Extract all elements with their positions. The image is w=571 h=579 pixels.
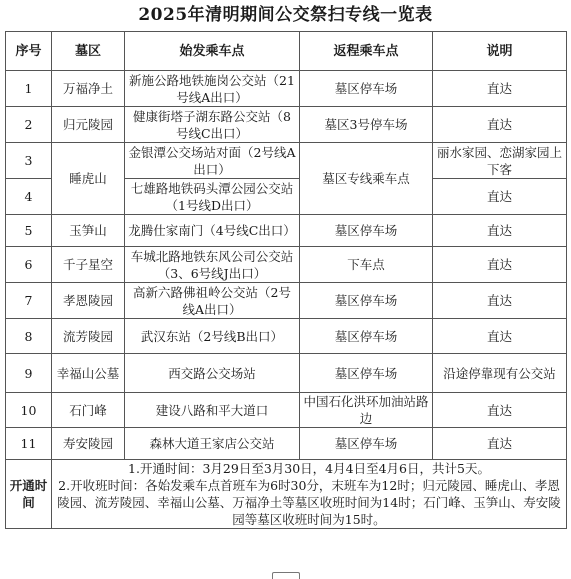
cell-index: 10: [6, 393, 52, 428]
cell-index: 9: [6, 354, 52, 393]
schedule-table: [5, 31, 567, 529]
header-return: 返程乘车点: [300, 32, 433, 71]
cell-note: 直达: [433, 247, 567, 283]
cell-return: 墓区专线乘车点: [300, 143, 433, 215]
notes-label: 开通时间: [6, 460, 52, 529]
cell-cemetery: 玉笋山: [52, 215, 125, 247]
cell-return: 下车点: [300, 247, 433, 283]
cell-return: 墓区停车场: [300, 354, 433, 393]
cell-index: 1: [6, 71, 52, 107]
cell-note: 直达: [433, 179, 567, 215]
cell-index: 3: [6, 143, 52, 179]
table-row: [6, 143, 567, 179]
cell-index: 7: [6, 283, 52, 319]
cell-cemetery: 寿安陵园: [52, 428, 125, 460]
table-row: [6, 71, 567, 107]
cell-cemetery: 幸福山公墓: [52, 354, 125, 393]
cell-cemetery: 千子星空: [52, 247, 125, 283]
cell-note: 直达: [433, 283, 567, 319]
cell-cemetery: 睡虎山: [52, 143, 125, 215]
cell-return: 墓区停车场: [300, 428, 433, 460]
cell-note: 直达: [433, 319, 567, 354]
header-cemetery: 墓区: [52, 32, 125, 71]
cell-index: 4: [6, 179, 52, 215]
cell-departure: 森林大道王家店公交站: [125, 428, 300, 460]
cell-departure: 西交路公交场站: [125, 354, 300, 393]
cell-note: 直达: [433, 107, 567, 143]
cell-departure: 车城北路地铁东风公司公交站（3、6号线J出口）: [125, 247, 300, 283]
header-note: 说明: [433, 32, 567, 71]
notes-row: [6, 460, 567, 529]
notes-line-1: 1.开通时间：3月29日至3月30日，4月4日至4月6日，共计5天。: [128, 461, 490, 476]
table-header-row: [6, 32, 567, 71]
cell-cemetery: 归元陵园: [52, 107, 125, 143]
cell-index: 5: [6, 215, 52, 247]
notes-line-2: 2.开收班时间：各始发乘车点首班车为6时30分，末班车为12时；归元陵园、睡虎山、孝恩陵园、流芳陵园、幸福山公墓、万福净土等墓区收班时间为14时；石门峰、玉笋山、寿安陵园等墓区收班时间为15时。: [57, 478, 561, 527]
cell-departure: 七雄路地铁码头潭公园公交站（1号线D出口）: [125, 179, 300, 215]
cell-cemetery: 流芳陵园: [52, 319, 125, 354]
cell-index: 2: [6, 107, 52, 143]
cell-note: 沿途停靠现有公交站: [433, 354, 567, 393]
cell-departure: 金银潭公交场站对面（2号线A出口）: [125, 143, 300, 179]
cell-index: 6: [6, 247, 52, 283]
cell-cemetery: 孝恩陵园: [52, 283, 125, 319]
cell-return: 墓区停车场: [300, 283, 433, 319]
cell-departure: 建设八路和平大道口: [125, 393, 300, 428]
cell-departure: 新施公路地铁施岗公交站（21号线A出口）: [125, 71, 300, 107]
cell-note: 丽水家园、恋湖家园上下客: [433, 143, 567, 179]
cell-departure: 健康街塔子湖东路公交站（8号线C出口）: [125, 107, 300, 143]
table-row: [6, 428, 567, 460]
cell-departure: 高新六路佛祖岭公交站（2号线A出口）: [125, 283, 300, 319]
header-index: 序号: [6, 32, 52, 71]
cell-note: 直达: [433, 393, 567, 428]
header-departure: 始发乘车点: [125, 32, 300, 71]
cell-cemetery: 万福净土: [52, 71, 125, 107]
table-row: [6, 393, 567, 428]
table-row: [6, 107, 567, 143]
cell-note: 直达: [433, 215, 567, 247]
cell-return: 墓区停车场: [300, 71, 433, 107]
table-row: [6, 215, 567, 247]
cell-return: 墓区停车场: [300, 319, 433, 354]
cell-return: 墓区3号停车场: [300, 107, 433, 143]
page-title: 2025年清明期间公交祭扫专线一览表: [138, 5, 433, 25]
cell-departure: 龙腾仕家南门（4号线C出口）: [125, 215, 300, 247]
cell-cemetery: 石门峰: [52, 393, 125, 428]
cell-index: 11: [6, 428, 52, 460]
table-row: [6, 319, 567, 354]
table-row: [6, 283, 567, 319]
cell-return: 墓区停车场: [300, 215, 433, 247]
table-row: [6, 247, 567, 283]
cell-note: 直达: [433, 428, 567, 460]
cell-departure: 武汉东站（2号线B出口）: [125, 319, 300, 354]
cell-index: 8: [6, 319, 52, 354]
cell-note: 直达: [433, 71, 567, 107]
notes-body: [52, 460, 567, 529]
cell-return: 中国石化洪环加油站路边: [300, 393, 433, 428]
table-row: [6, 354, 567, 393]
